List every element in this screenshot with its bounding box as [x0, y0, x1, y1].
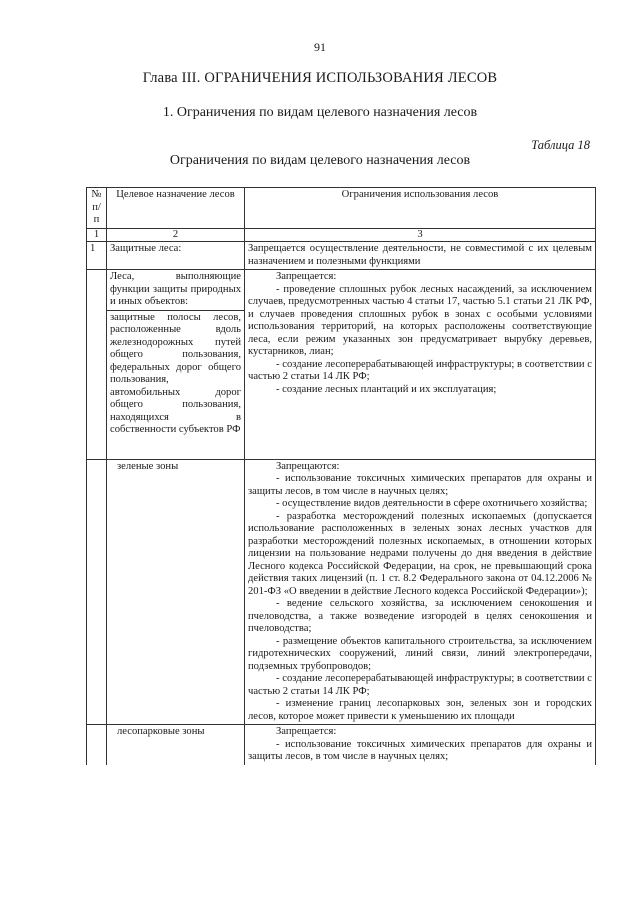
restriction-item: - использование токсичных химических препаратов для охраны и защиты лесов, в том числе в научных целях; — [248, 473, 592, 497]
restriction-head: Запрещается: — [276, 726, 337, 737]
table-label: Таблица 18 — [531, 138, 590, 152]
row-restriction — [245, 459, 596, 725]
restriction-item: - создание лесоперерабатывающей инфраструктуры; в соответствии с частью 2 статьи 14 ЛК РФ; — [248, 358, 592, 382]
table-title: Ограничения по видам целевого назначения лесов — [169, 153, 471, 168]
restriction-item: - размещение объектов капитального строительства, за исключением гидротехнических сооружений, линий связи, линий электропередачи, подземных трубопроводов; — [248, 635, 592, 672]
row-restriction — [245, 725, 596, 765]
restriction-item: - использование токсичных химических препаратов для охраны и защиты лесов, в том числе в научных целях; — [248, 738, 592, 762]
restriction-item: - проведение сплошных рубок лесных насаждений, за исключением случаев, предусмотренных частью 4 статьи 17, частью 5.1 статьи 21 ЛК РФ, и случаев проведения сплошных рубок в зонах с особыми условиями использования территорий, на которых расположены соответствующие леса, если режим указанных зон предусматривает вырубку деревьев, кустарников, лиан; — [248, 283, 592, 357]
row-purpose: Защитные леса: — [107, 242, 245, 270]
table-row-forest-park — [87, 725, 596, 765]
restriction-head: Запрещаются: — [276, 460, 340, 472]
row-num — [87, 459, 107, 725]
row-num — [87, 725, 107, 765]
restrictions-table — [86, 187, 596, 765]
row-purpose: лесопарковые зоны — [107, 725, 245, 765]
column-number: 2 — [107, 228, 245, 242]
restriction-item: - создание лесных плантаций и их эксплуатация; — [276, 383, 497, 395]
row-restriction — [245, 270, 596, 460]
row-purpose — [107, 270, 245, 460]
table-row-natural-objects — [87, 270, 596, 460]
header-restrictions: Ограничения использования лесов — [245, 188, 596, 229]
row-purpose-main: Леса, выполняющие функции защиты природных и иных объектов: — [107, 270, 244, 311]
section-title: 1. Ограничения по видам целевого назначения лесов — [162, 105, 478, 120]
page-number: 91 — [314, 40, 326, 54]
row-purpose: зеленые зоны — [107, 459, 245, 725]
row-purpose-sub: защитные полосы лесов, расположенные вдоль железнодорожных путей общего пользования, федеральных дорог общего пользования, автомобильных дорог общего пользования, находящихся в собственности субъектов РФ — [110, 311, 241, 435]
header-purpose: Целевое назначение лесов — [107, 188, 245, 229]
column-number: 1 — [87, 228, 107, 242]
restriction-item: - создание лесоперерабатывающей инфраструктуры; в соответствии с частью 2 статьи 14 ЛК РФ; — [248, 673, 592, 697]
restriction-item: - осуществление видов деятельности в сфере охотничьего хозяйства; — [276, 498, 588, 509]
restriction-item: - ведение сельского хозяйства, за исключением сенокошения и пчеловодства, а также возведение изгородей в целях сенокошения и пчеловодства; — [248, 598, 592, 634]
restriction-item: - разработка месторождений полезных ископаемых (допускается использование расположенных в зеленых зонах лесных участков для разработки месторождений полезных ископаемых, в отношении которых лицензии на пользование недрами получены до дня введения в действие Лесного кодекса Российской Федерации, на срок, не превышающий срока действия таких лицензий (п. 1 ст. 8.2 Федерального закона от 04.12.2006 № 201-ФЗ «О введении в действие Лесного кодекса Российской Федерации»); — [248, 510, 592, 597]
restriction-head: Запрещается: — [276, 271, 337, 282]
table-row-green-zones — [87, 459, 596, 725]
restriction-item: - изменение границ лесопарковых зон, зеленых зон и городских лесов, которое может привести к уменьшению их площади — [248, 698, 592, 722]
row-num: 1 — [87, 242, 107, 270]
table-row-protective — [87, 242, 596, 270]
column-number-row — [87, 228, 596, 242]
header-num: № п/п — [87, 188, 107, 229]
row-restriction: Запрещается осуществление деятельности, не совместимой с их целевым назначением и полезными функциями — [245, 242, 596, 270]
row-num — [87, 270, 107, 460]
column-number: 3 — [245, 228, 596, 242]
chapter-title: Глава III. ОГРАНИЧЕНИЯ ИСПОЛЬЗОВАНИЯ ЛЕСОВ — [142, 70, 498, 86]
table-header-row — [87, 188, 596, 229]
